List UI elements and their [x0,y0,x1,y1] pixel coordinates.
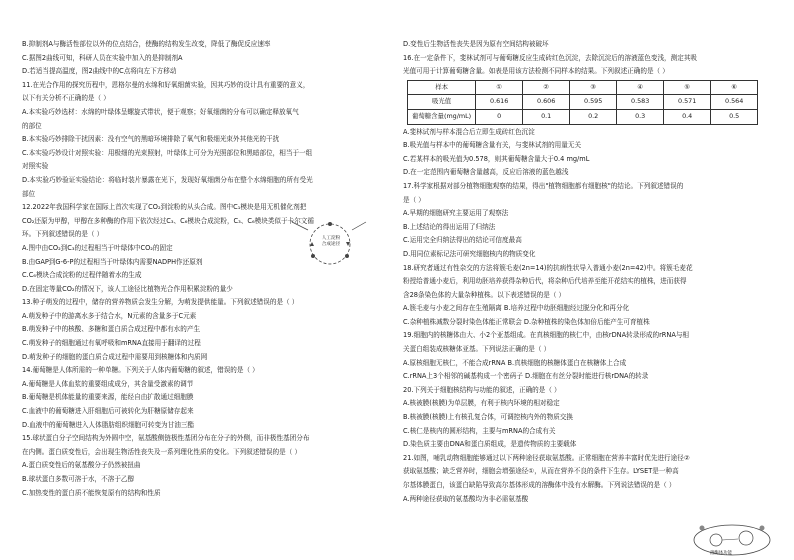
text-line: B.萌发种子中的核酸、多糖和蛋白质合成过程中都有水的产生 [22,325,201,334]
starch-pathway-figure [290,212,368,276]
text-line: D.萌发种子的细胞的蛋白质合成过程中需要用到核糖体和内质网 [22,352,208,361]
table-cell: 0.606 [523,95,570,110]
text-line: D.在固定等量CO₂的情况下，该人工途径比植物光合作用积累淀粉的量少 [22,284,233,293]
table-cell: ⑤ [664,80,711,95]
text-line: C.据图2曲线可知，科研人员在实验中加入的是抑制剂A [22,53,183,62]
text-line: A.蛋白质变性后的氨基酸分子仍然被扭曲 [22,461,141,470]
text-line: 尔基体膜蛋白，该蛋白缺陷导致高尔基体形成的溶酶体中没有水解酶。下列说法错误的是（ ） [403,481,676,489]
absorbance-table [407,80,758,125]
text-line: 以下有关分析不正确的是（ ） [22,94,110,103]
text-line: D.若适当提高温度，图2曲线中的C点将向左下方移动 [22,67,177,76]
text-line: B.本实验巧妙排除干扰因素：没有空气的黑暗环境排除了氧气和极细光束外其他光的干扰 [22,135,280,144]
text-line: D.本实验巧妙验证实验结论：将临时装片暴露在光下，发现好氧细菌分布在整个水绵细胞的所有受光 [22,175,313,184]
table-cell: ⑥ [711,80,758,95]
table-cell: ④ [617,80,664,95]
question-16-stem [403,38,778,79]
text-line: 21.如图，哺乳动物细胞能够通过以下两种途径获取氨基酸。正常细胞在营养丰富时优先进行途径② [403,453,690,462]
text-line: B.吸光值与样本中的葡萄糖含量有关，与斐林试剂的用量无关 [403,141,582,150]
text-line: A.图中由CO₂到C₃的过程相当于叶绿体中CO₂的固定 [22,243,173,252]
text-line: 12.2022年我国科学家在国际上首次实现了CO₂到淀粉的从头合成。图中C₁模块是用无机催化剂把 [22,203,307,212]
table-cell: 0.2 [570,109,617,124]
text-line: A.早期的细胞研究主要运用了观察法 [403,209,509,218]
text-line: B.球状蛋白多数可溶于水，不溶于乙醇 [22,475,135,483]
table-cell: 0.4 [664,109,711,124]
table-header-absorbance: 吸光值 [408,95,476,110]
text-line: D.在一定范围内葡萄糖含量越高，反应后溶液的蓝色越浅 [403,168,569,177]
text-line: A.簇毛麦与小麦之间存在生殖隔离 B.培养过程中幼胚细胞经过脱分化和再分化 [403,304,630,313]
table-header-sample: 样本 [408,80,476,95]
text-line: B.抑制剂A与酶活性部位以外的位点结合，使酶的结构发生改变，降低了酶促反应速率 [22,40,271,48]
text-line: A.萌发种子中的游离水多于结合水，N元素的含量多于C元素 [22,311,197,320]
table-cell: ② [523,80,570,95]
text-line: C.杂种植株减数分裂时染色体能正常联会 D.杂种植株的染色体加倍后能产生可育植株 [403,317,650,326]
text-line: C.萌发种子的细胞通过有氧呼吸和mRNA直接用于翻译的过程 [22,339,201,348]
text-line: C.C₆模块合成淀粉的过程伴随着水的生成 [22,271,142,280]
text-line: 14.葡萄糖是人体所需的一种单糖。下列关于人体内葡萄糖的叙述，错误的是（ ） [22,366,259,375]
table-cell: 0.571 [664,95,711,110]
table-cell: 0.564 [711,95,758,110]
text-line: C.血液中的葡萄糖进入肝细胞后可被转化为肝糖原储存起来 [22,407,194,416]
table-row-absorbance [408,95,758,110]
questions-16-21 [403,126,778,507]
text-line: A.本实验巧妙选材：水绵的叶绿体呈螺旋式带状，便于观察；好氧细菌的分布可以确定释放氧气 [22,107,299,116]
table-row-glucose [408,109,758,124]
text-line: 20.下列关于细胞核结构与功能的叙述，正确的是（ ） [403,385,561,394]
text-line: 部位 [22,189,36,198]
text-line: 13.种子萌发的过程中，储存的营养物质会发生分解，为萌发提供能量。下列叙述错误的是（ ） [22,298,299,307]
table-cell: ① [476,80,523,95]
table-cell: 0 [476,109,523,124]
text-line: B.上述结论的得出运用了归纳法 [403,222,496,231]
text-line: D.变性后生物活性丧失是因为原有空间结构被破坏 [403,40,549,48]
text-line: B.核被膜(核膜)上有核孔复合体，可调控核内外的物质交换 [403,413,574,422]
table-header-glucose: 葡萄糖含量(mg/mL) [408,109,476,124]
table-cell: 0.3 [617,109,664,124]
text-line: 15.球状蛋白分子空间结构为外圆中空，氨基酸侧链极性基团分布在分子的外侧，而非极性基团分布 [22,434,310,443]
text-line: C.本实验巧妙设计对照实验：用极细的光束照射，叶绿体上可分为光照部位和黑暗部位，相当于一组 [22,148,313,157]
text-line: B.由GAP到G-6-P的过程相当于叶绿体内需要NADPH作还原剂 [22,257,203,266]
table-row-samples [408,80,758,95]
text-line: C.加热变性的蛋白质不能恢复原有的结构和性质 [22,488,161,497]
text-line: 关蛋白组装成核糖体亚基。下列说法正确的是（ ） [403,345,551,354]
text-line: A.原核细胞无核仁，不能合成rRNA B.真核细胞的核糖体蛋白在核糖体上合成 [403,358,627,367]
text-line: 11.在光合作用的探究历程中，恩格尔曼的水绵和好氧细菌实验，因其巧妙的设计具有重要的意义， [22,80,310,89]
text-line: 19.细胞内的核糖体由大、小2个亚基组成。在真核细胞的核仁中，由核rDNA转录形成的rRNA与相 [403,331,690,340]
text-line: C.核仁是核内的圆形结构，主要与mRNA的合成有关 [403,426,556,435]
text-line: C.运用完全归纳法得出的结论可信度最高 [403,236,522,245]
text-line: A.两种途径获取的氨基酸均为非必需氨基酸 [403,494,529,503]
text-line: B.葡萄糖是机体能量的重要来源，能经自由扩散通过细胞膜 [22,393,194,402]
text-line: C.rRNA上3个相邻的碱基构成一个密码子 D.细胞在有丝分裂时能进行核rDNA的转录 [403,372,649,381]
text-line: 的部位 [22,121,42,130]
text-line: A.斐林试剂与样本混合后立即生成砖红色沉淀 [403,127,535,136]
figure-21-label: 溶酶体功能 [710,551,732,556]
table-cell: 0.583 [617,95,664,110]
text-line: D.染色质主要由DNA和蛋白质组成，是遗传物质的主要载体 [403,440,577,449]
text-line: A.核被膜(核膜)为单层膜，有利于核内环境的相对稳定 [403,399,560,408]
text-line: A.葡萄糖是人体血浆的重要组成成分，其含量受激素的调节 [22,379,194,388]
text-line: 在内侧。蛋白质变性后，会出现生物活性丧失及一系列理化性质的变化。下列叙述错误的是（ ） [22,447,302,456]
text-line: 16.在一定条件下，斐林试剂可与葡萄糖反应生成砖红色沉淀，去除沉淀后的溶液蓝色变浅，测定其吸 [403,53,698,62]
right-column [403,38,778,506]
table-cell: ③ [570,80,617,95]
text-line: 对照实验 [22,162,49,171]
text-line: 光值可用于计算葡萄糖含量。如表是用该方法检测不同样本的结果。下列叙述正确的是（ ） [403,67,669,76]
text-line: 粉授给普通小麦后，利用幼胚培养获得杂种后代，将杂种后代培养至能开花结实的植株，进而获得 [403,277,687,286]
figure-12-label: 人工淀粉 合成途径 [321,236,341,247]
text-line: 环。下列叙述错误的是（ ） [22,230,104,239]
text-line: C.若某样本的吸光值为0.578，则其葡萄糖含量大于0.4 mg/mL [403,154,590,163]
amino-acid-pathway-figure [690,520,774,558]
table-cell: 0.1 [523,109,570,124]
table-cell: 0.5 [711,109,758,124]
text-line: 是（ ） [403,195,425,204]
table-cell: 0.595 [570,95,617,110]
text-line: 含28条染色体的大量杂种植株。以下表述错误的是（ ） [403,290,566,299]
text-line: D.用同位素标记法可研究细胞核内的物质变化 [403,249,536,258]
text-line: D.血液中的葡萄糖进入人体脂肪组织细胞可转变为甘油三酯 [22,420,195,429]
text-line: 17.科学家根据对部分植物细胞观察的结果，得出"植物细胞都有细胞核"的结论。下列叙述错误的 [403,181,684,190]
text-line: 18.研究者通过有性杂交的方法将簇毛麦(2n=14)的抗病性状导入普通小麦(2n=42)中。将簇毛麦花 [403,263,693,272]
table-cell: 0.616 [476,95,523,110]
text-line: 获取氨基酸；缺乏营养时，细胞会增强途径①，从而在营养不良的条件下生存。LYSET是一种高 [403,467,679,476]
text-line: CO₂还原为甲醇，甲醇在多种酶的作用下依次经过C₃、C₆模块合成淀粉，C₃、C₆模块类似于卡尔文循 [22,216,314,225]
